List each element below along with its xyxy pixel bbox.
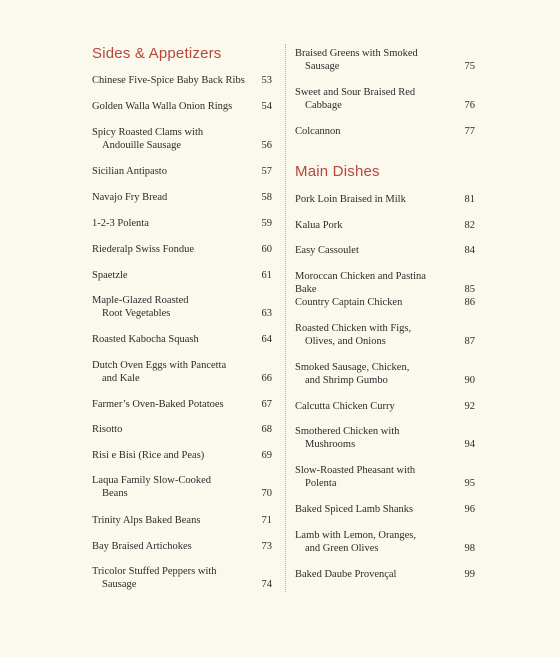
toc-entry[interactable] (295, 86, 475, 112)
toc-entry[interactable] (92, 423, 272, 436)
toc-entry-title-line: Risi e Bisi (Rice and Peas) (92, 450, 205, 461)
toc-entry-title-line: Colcannon (295, 126, 341, 137)
toc-entry-title (92, 540, 247, 553)
toc-entry-title (295, 270, 450, 296)
toc-entry-title (92, 217, 247, 230)
toc-entry-title-line: 1-2-3 Polenta (92, 218, 149, 229)
toc-entry-title-line: Easy Cassoulet (295, 245, 359, 256)
toc-entry-page-number: 74 (261, 579, 272, 590)
toc-entry[interactable] (295, 361, 475, 387)
toc-entry[interactable] (295, 270, 475, 296)
toc-entry-title (92, 474, 247, 500)
toc-entry-title (92, 294, 247, 320)
toc-entry[interactable] (92, 474, 272, 500)
toc-entry-title-line: Risotto (92, 424, 123, 435)
toc-entry[interactable] (92, 294, 272, 320)
toc-entry-title-line: Smoked Sausage, Chicken, (295, 362, 410, 373)
toc-entry[interactable] (295, 193, 475, 206)
toc-entry[interactable] (92, 126, 272, 152)
toc-entry[interactable] (295, 244, 475, 257)
toc-entry-title-line: Sausage (305, 61, 340, 72)
toc-entry-title (295, 219, 450, 232)
toc-entry-page-number: 76 (464, 100, 475, 111)
toc-entry[interactable] (92, 243, 272, 256)
toc-entry-page-number: 56 (261, 140, 272, 151)
toc-entry-page-number: 94 (464, 439, 475, 450)
toc-entry-title-line: Roasted Kabocha Squash (92, 334, 199, 345)
toc-entry[interactable] (92, 74, 272, 87)
toc-entry-title (295, 193, 450, 206)
toc-entry-title-line: Baked Daube Provençal (295, 569, 397, 580)
toc-entry-title-line: Braised Greens with Smoked (295, 48, 418, 59)
toc-entry-title-line: and Green Olives (305, 543, 379, 554)
toc-entry-page-number: 63 (261, 308, 272, 319)
toc-entry[interactable] (295, 425, 475, 451)
toc-entry-title-line: Tricolor Stuffed Peppers with (92, 566, 217, 577)
toc-entry[interactable] (92, 540, 272, 553)
toc-entry-title-line: Polenta (305, 478, 337, 489)
toc-entry-title-line: Root Vegetables (102, 308, 171, 319)
toc-entry-title-line: Spaetzle (92, 270, 128, 281)
toc-entry[interactable] (92, 359, 272, 385)
toc-entry-title (295, 529, 450, 555)
toc-entry-title (92, 359, 247, 385)
toc-entry-title-line: Golden Walla Walla Onion Rings (92, 101, 233, 112)
toc-entry-title (295, 86, 450, 112)
toc-entry[interactable] (92, 165, 272, 178)
toc-entry-title (295, 322, 450, 348)
toc-entry-page-number: 73 (261, 541, 272, 552)
toc-entry-page-number: 82 (464, 220, 475, 231)
toc-entry-page-number: 75 (464, 61, 475, 72)
toc-entry-title-line: Spicy Roasted Clams with (92, 127, 204, 138)
toc-entry[interactable] (92, 565, 272, 591)
toc-entry-title (92, 269, 247, 282)
toc-entry[interactable] (295, 125, 475, 138)
toc-entry-page-number: 95 (464, 478, 475, 489)
toc-entry-page-number: 86 (464, 297, 475, 308)
toc-entry-page-number: 96 (464, 504, 475, 515)
toc-entry-title-line: Beans (102, 488, 128, 499)
toc-entry[interactable] (92, 191, 272, 204)
toc-entry-title-line: Chinese Five-Spice Baby Back Ribs (92, 75, 245, 86)
toc-entry-title-line: Smothered Chicken with (295, 426, 400, 437)
toc-entry-title-line: and Shrimp Gumbo (305, 375, 388, 386)
toc-entry-title (295, 361, 450, 387)
toc-entry[interactable] (295, 568, 475, 581)
toc-entry-title (92, 449, 247, 462)
toc-entry-title (295, 296, 450, 309)
toc-entry-title (295, 464, 450, 490)
column-divider (285, 44, 286, 592)
toc-entry-title-line: Sausage (102, 579, 137, 590)
toc-entry-title (295, 244, 450, 257)
toc-entry-title-line: Pork Loin Braised in Milk (295, 194, 406, 205)
toc-entry-title-line: Farmer’s Oven-Baked Potatoes (92, 399, 224, 410)
toc-entry-page-number: 64 (261, 334, 272, 345)
toc-entry[interactable] (295, 219, 475, 232)
toc-entry-page-number: 60 (261, 244, 272, 255)
toc-entry-title-line: Cabbage (305, 100, 342, 111)
toc-entry-title-line: Slow-Roasted Pheasant with (295, 465, 416, 476)
toc-entry-title (92, 126, 247, 152)
section-heading-sides-appetizers: Sides & Appetizers (92, 45, 222, 62)
toc-entry[interactable] (295, 464, 475, 490)
toc-entry-page-number: 99 (464, 569, 475, 580)
toc-entry[interactable] (92, 514, 272, 527)
toc-entry-page-number: 61 (261, 270, 272, 281)
toc-entry-title-line: Dutch Oven Eggs with Pancetta (92, 360, 227, 371)
toc-entry[interactable] (92, 449, 272, 462)
toc-entry-title (92, 165, 247, 178)
toc-entry-title (92, 565, 247, 591)
toc-entry-title (92, 191, 247, 204)
toc-entry-title-line: Bay Braised Artichokes (92, 541, 192, 552)
toc-entry-page-number: 85 (464, 284, 475, 295)
toc-entry-title-line: Sicilian Antipasto (92, 166, 167, 177)
toc-entry[interactable] (92, 269, 272, 282)
toc-entry[interactable] (295, 529, 475, 555)
toc-entry[interactable] (92, 100, 272, 113)
toc-entry-page-number: 54 (261, 101, 272, 112)
toc-entry-title (92, 100, 247, 113)
toc-entry[interactable] (295, 47, 475, 73)
toc-entry-title (92, 74, 247, 87)
toc-entry-title-line: Moroccan Chicken and Pastina Bake (295, 271, 426, 295)
toc-entry-title-line: Roasted Chicken with Figs, (295, 323, 412, 334)
toc-entry-title-line: Laqua Family Slow-Cooked (92, 475, 211, 486)
toc-entry-title (295, 400, 450, 413)
toc-entry-title (92, 514, 247, 527)
toc-entry-title-line: Country Captain Chicken (295, 297, 403, 308)
toc-entry-page-number: 66 (261, 373, 272, 384)
toc-entry-page-number: 68 (261, 424, 272, 435)
toc-entry-page-number: 84 (464, 245, 475, 256)
toc-entry[interactable] (295, 322, 475, 348)
toc-entry-title-line: Kalua Pork (295, 220, 343, 231)
toc-entry-title-line: Riederalp Swiss Fondue (92, 244, 195, 255)
toc-entry-title-line: Trinity Alps Baked Beans (92, 515, 201, 526)
toc-entry-page-number: 58 (261, 192, 272, 203)
toc-entry-title (92, 423, 247, 436)
toc-entry-title-line: Mushrooms (305, 439, 356, 450)
toc-entry-title (295, 425, 450, 451)
toc-entry-page-number: 59 (261, 218, 272, 229)
toc-entry-title-line: Maple-Glazed Roasted (92, 295, 189, 306)
toc-entry[interactable] (295, 400, 475, 413)
toc-entry-title (295, 503, 450, 516)
toc-entry-page-number: 77 (464, 126, 475, 137)
toc-entry-title-line: Sweet and Sour Braised Red (295, 87, 416, 98)
toc-entry-page-number: 57 (261, 166, 272, 177)
toc-entry-page-number: 81 (464, 194, 475, 205)
toc-entry-page-number: 90 (464, 375, 475, 386)
toc-entry-title-line: Andouille Sausage (102, 140, 182, 151)
toc-entry-title (295, 125, 450, 138)
toc-entry-title-line: Olives, and Onions (305, 336, 386, 347)
toc-entry-page-number: 69 (261, 450, 272, 461)
toc-entry-title-line: and Kale (102, 373, 140, 384)
toc-entry-page-number: 67 (261, 399, 272, 410)
toc-entry[interactable] (92, 333, 272, 346)
toc-entry-title (295, 47, 450, 73)
toc-entry-page-number: 53 (261, 75, 272, 86)
toc-entry[interactable] (295, 296, 475, 309)
section-heading-main-dishes: Main Dishes (295, 163, 380, 180)
toc-entry-title-line: Navajo Fry Bread (92, 192, 168, 203)
toc-entry-title-line: Calcutta Chicken Curry (295, 401, 395, 412)
toc-entry-title-line: Lamb with Lemon, Oranges, (295, 530, 417, 541)
toc-entry-title (92, 243, 247, 256)
toc-entry[interactable] (295, 503, 475, 516)
toc-entry-title (295, 568, 450, 581)
toc-entry-title (92, 333, 247, 346)
toc-entry-title-line: Baked Spiced Lamb Shanks (295, 504, 414, 515)
toc-entry-page-number: 71 (261, 515, 272, 526)
toc-entry[interactable] (92, 217, 272, 230)
toc-entry-page-number: 87 (464, 336, 475, 347)
toc-entry-page-number: 98 (464, 543, 475, 554)
toc-entry[interactable] (92, 398, 272, 411)
toc-entry-title (92, 398, 247, 411)
toc-entry-page-number: 92 (464, 401, 475, 412)
toc-entry-page-number: 70 (261, 488, 272, 499)
